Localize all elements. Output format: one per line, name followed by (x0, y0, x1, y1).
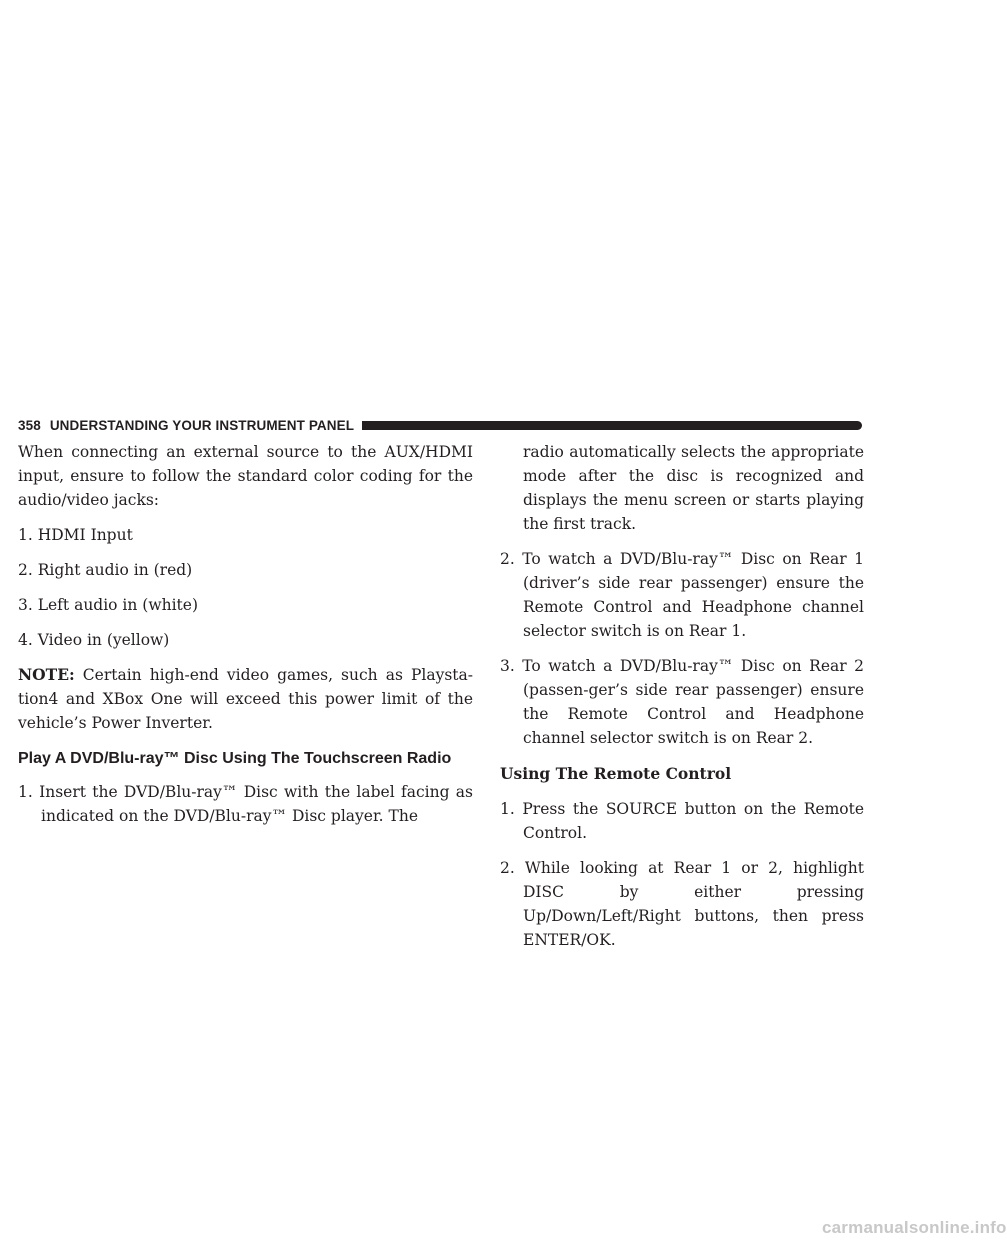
dvd-step-3: 3. To watch a DVD/Blu-ray™ Disc on Rear 2 (passen-ger’s side rear passenger) ensure the Remote Control and Headphone channel selector switch is on Rear 2. (500, 657, 864, 747)
jack-item-3: 3. Left audio in (white) (18, 596, 199, 614)
intro-paragraph: When connecting an external source to the AUX/HDMI input, ensure to follow the standard color coding for the audio/video jacks: (18, 443, 473, 509)
remote-subheading: Using The Remote Control (500, 764, 732, 783)
section-heading: Play A DVD/Blu-ray™ Disc Using The Touchscreen Radio (18, 750, 452, 767)
dvd-step-1: 1. Insert the DVD/Blu-ray™ Disc with the label facing as indicated on the DVD/Blu-ray™ Disc player. The (18, 783, 473, 825)
dvd-step-1-continued: radio automatically selects the appropriate mode after the disc is recognized and displays the menu screen or starts playing the first track. (523, 443, 864, 533)
left-column (18, 440, 473, 828)
section-title: UNDERSTANDING YOUR INSTRUMENT PANEL (49, 417, 355, 433)
page-header (18, 414, 862, 436)
jack-item-2: 2. Right audio in (red) (18, 561, 193, 579)
note-paragraph (18, 663, 473, 735)
remote-step-2: 2. While looking at Rear 1 or 2, highlight DISC by either pressing Up/Down/Left/Right buttons, then press ENTER/OK. (500, 859, 864, 949)
remote-step-1: 1. Press the SOURCE button on the Remote Control. (500, 800, 864, 842)
note-label: NOTE: (18, 665, 75, 684)
jack-item-4: 4. Video in (yellow) (18, 631, 170, 649)
note-text: Certain high-end video games, such as Playsta-tion4 and XBox One will exceed this power limit of the vehicle’s Power Inverter. (18, 666, 473, 732)
dvd-step-2: 2. To watch a DVD/Blu-ray™ Disc on Rear 1 (driver’s side rear passenger) ensure the Remote Control and Headphone channel selector switch is on Rear 1. (500, 550, 864, 640)
jack-item-1: 1. HDMI Input (18, 526, 133, 544)
page-number: 358 (18, 417, 41, 433)
header-rule (362, 421, 862, 430)
watermark-logo: carmanualsonline.info (822, 1218, 1007, 1237)
right-column (500, 440, 864, 952)
